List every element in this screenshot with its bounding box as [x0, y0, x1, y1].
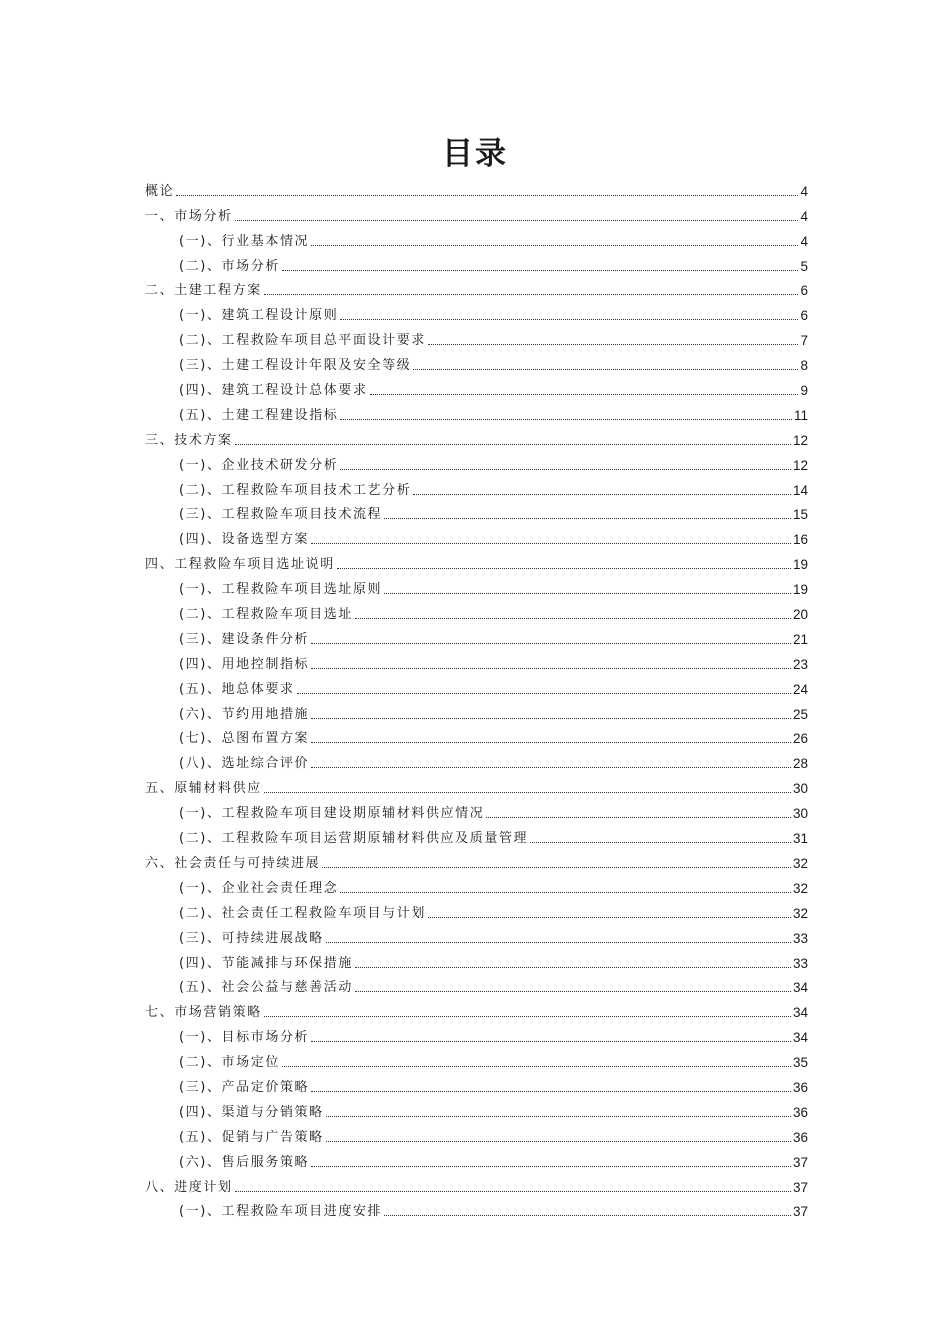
toc-entry-label: (七)、总图布置方案 [179, 731, 310, 747]
toc-entry-page-number: 4 [800, 208, 808, 224]
toc-entry[interactable] [145, 225, 808, 250]
toc-entry[interactable] [145, 897, 808, 922]
toc-entry-page-number: 25 [792, 706, 808, 722]
toc-entry[interactable] [145, 772, 808, 797]
toc-entry-label: (二)、工程救险车项目技术工艺分析 [179, 482, 412, 498]
toc-entry-label: (四)、建筑工程设计总体要求 [179, 383, 368, 399]
toc-entry[interactable] [145, 449, 808, 474]
toc-leader-dots [282, 1065, 791, 1067]
toc-leader-dots [530, 841, 791, 843]
toc-entry-label: (四)、渠道与分销策略 [179, 1104, 324, 1120]
toc-entry-page-number: 4 [800, 183, 808, 199]
toc-entry-label: 八、进度计划 [145, 1179, 233, 1195]
toc-leader-dots [326, 1140, 791, 1142]
toc-entry[interactable] [145, 972, 808, 997]
toc-leader-dots [340, 418, 792, 420]
toc-leader-dots [337, 567, 791, 569]
toc-entry[interactable] [145, 349, 808, 374]
toc-entry-page-number: 26 [792, 731, 808, 747]
toc-entry-label: 一、市场分析 [145, 208, 233, 224]
toc-entry-label: (一)、工程救险车项目建设期原辅材料供应情况 [179, 806, 485, 822]
toc-entry-page-number: 14 [792, 482, 808, 498]
toc-entry-label: (四)、节能减排与环保措施 [179, 955, 353, 971]
toc-leader-dots [311, 1165, 791, 1167]
toc-entry[interactable] [145, 523, 808, 548]
toc-entry-label: (一)、企业技术研发分析 [179, 457, 339, 473]
toc-entry-page-number: 30 [792, 806, 808, 822]
toc-leader-dots [326, 1115, 791, 1117]
toc-entry[interactable] [145, 747, 808, 772]
toc-entry-label: 三、技术方案 [145, 432, 233, 448]
toc-entry-label: (一)、工程救险车项目进度安排 [179, 1204, 383, 1220]
toc-leader-dots [311, 1040, 791, 1042]
toc-entry-label: (五)、社会公益与慈善活动 [179, 980, 353, 996]
toc-entry[interactable] [145, 648, 808, 673]
toc-entry-page-number: 33 [792, 930, 808, 946]
toc-entry[interactable] [145, 399, 808, 424]
toc-leader-dots [486, 816, 791, 818]
toc-entry-label: (二)、工程救险车项目选址 [179, 607, 353, 623]
toc-entry-page-number: 28 [792, 756, 808, 772]
toc-entry[interactable] [145, 623, 808, 648]
toc-leader-dots [311, 642, 791, 644]
toc-entry[interactable] [145, 947, 808, 972]
toc-entry[interactable] [145, 299, 808, 324]
toc-entry-label: (六)、售后服务策略 [179, 1154, 310, 1170]
toc-entry-page-number: 12 [792, 457, 808, 473]
toc-entry-label: (二)、社会责任工程救险车项目与计划 [179, 905, 426, 921]
toc-entry-label: (五)、地总体要求 [179, 681, 295, 697]
toc-leader-dots [311, 766, 791, 768]
toc-entry-label: (二)、工程救险车项目运营期原辅材料供应及质量管理 [179, 831, 529, 847]
toc-entry[interactable] [145, 1146, 808, 1171]
toc-leader-dots [311, 244, 798, 246]
toc-entry[interactable] [145, 698, 808, 723]
toc-leader-dots [235, 1190, 791, 1192]
toc-entry[interactable] [145, 1021, 808, 1046]
toc-leader-dots [264, 293, 799, 295]
toc-entry-page-number: 34 [792, 1030, 808, 1046]
toc-entry-page-number: 9 [800, 383, 808, 399]
toc-entry-label: (二)、市场定位 [179, 1055, 280, 1071]
toc-entry[interactable] [145, 499, 808, 524]
toc-entry[interactable] [145, 250, 808, 275]
toc-entry-label: (一)、行业基本情况 [179, 233, 310, 249]
toc-entry-label: (三)、工程救险车项目技术流程 [179, 507, 383, 523]
toc-entry-page-number: 35 [792, 1055, 808, 1071]
toc-leader-dots [235, 443, 791, 445]
toc-entry-label: 概论 [145, 183, 175, 199]
table-of-contents [145, 175, 808, 1220]
toc-entry-page-number: 33 [792, 955, 808, 971]
toc-entry[interactable] [145, 1196, 808, 1221]
toc-leader-dots [322, 866, 791, 868]
toc-entry-label: 二、土建工程方案 [145, 283, 262, 299]
toc-entry-page-number: 37 [792, 1154, 808, 1170]
toc-entry-page-number: 24 [792, 681, 808, 697]
toc-entry[interactable] [145, 324, 808, 349]
toc-leader-dots [340, 468, 791, 470]
toc-entry[interactable] [145, 797, 808, 822]
toc-entry-page-number: 15 [792, 507, 808, 523]
toc-entry[interactable] [145, 424, 808, 449]
toc-entry-label: (八)、选址综合评价 [179, 756, 310, 772]
toc-entry[interactable] [145, 548, 808, 573]
toc-entry-label: (三)、产品定价策略 [179, 1079, 310, 1095]
toc-entry-label: (一)、建筑工程设计原则 [179, 308, 339, 324]
toc-leader-dots [384, 517, 791, 519]
toc-entry-page-number: 7 [800, 333, 808, 349]
toc-entry-label: (三)、建设条件分析 [179, 631, 310, 647]
toc-entry-page-number: 12 [792, 432, 808, 448]
toc-entry-page-number: 31 [792, 831, 808, 847]
toc-entry-label: (二)、工程救险车项目总平面设计要求 [179, 333, 426, 349]
toc-entry-page-number: 5 [800, 258, 808, 274]
toc-entry[interactable] [145, 573, 808, 598]
toc-entry-page-number: 32 [792, 905, 808, 921]
toc-entry[interactable] [145, 996, 808, 1021]
toc-leader-dots [355, 617, 791, 619]
toc-entry-label: 六、社会责任与可持续进展 [145, 855, 321, 871]
toc-entry[interactable] [145, 822, 808, 847]
toc-entry-page-number: 32 [792, 855, 808, 871]
toc-leader-dots [311, 1090, 791, 1092]
toc-leader-dots [428, 916, 791, 918]
toc-leader-dots [355, 990, 791, 992]
toc-leader-dots [311, 717, 791, 719]
toc-entry-page-number: 19 [792, 582, 808, 598]
page-title: 目录 [442, 136, 508, 172]
toc-entry-page-number: 4 [800, 233, 808, 249]
toc-leader-dots [428, 343, 799, 345]
toc-entry-label: (二)、市场分析 [179, 258, 280, 274]
toc-entry-label: (一)、目标市场分析 [179, 1030, 310, 1046]
toc-leader-dots [235, 219, 799, 221]
toc-leader-dots [384, 592, 791, 594]
toc-entry-label: (四)、设备选型方案 [179, 532, 310, 548]
toc-entry[interactable] [145, 374, 808, 399]
toc-entry-label: 五、原辅材料供应 [145, 781, 262, 797]
toc-leader-dots [176, 194, 798, 196]
toc-leader-dots [355, 966, 791, 968]
toc-entry[interactable] [145, 922, 808, 947]
toc-entry[interactable] [145, 1046, 808, 1071]
toc-entry-page-number: 34 [792, 980, 808, 996]
toc-leader-dots [384, 1214, 791, 1216]
toc-leader-dots [340, 891, 791, 893]
toc-entry[interactable] [145, 1171, 808, 1196]
toc-entry[interactable] [145, 847, 808, 872]
toc-entry-label: (一)、工程救险车项目选址原则 [179, 582, 383, 598]
toc-entry-page-number: 11 [793, 407, 808, 423]
toc-entry[interactable] [145, 474, 808, 499]
toc-entry-page-number: 6 [800, 283, 808, 299]
toc-leader-dots [413, 493, 791, 495]
toc-entry-page-number: 36 [792, 1079, 808, 1095]
toc-entry-label: (五)、土建工程建设指标 [179, 407, 339, 423]
toc-leader-dots [311, 741, 791, 743]
toc-entry[interactable] [145, 1121, 808, 1146]
toc-entry[interactable] [145, 175, 808, 200]
toc-entry-label: (三)、可持续进展战略 [179, 930, 324, 946]
toc-leader-dots [264, 791, 791, 793]
toc-leader-dots [311, 542, 791, 544]
toc-entry-page-number: 23 [792, 656, 808, 672]
toc-entry-page-number: 19 [792, 557, 808, 573]
toc-leader-dots [370, 393, 799, 395]
toc-leader-dots [413, 368, 798, 370]
toc-entry-label: (五)、促销与广告策略 [179, 1129, 324, 1145]
toc-entry-page-number: 30 [792, 781, 808, 797]
toc-entry[interactable] [145, 598, 808, 623]
toc-entry-page-number: 16 [792, 532, 808, 548]
toc-entry-label: (一)、企业社会责任理念 [179, 880, 339, 896]
toc-leader-dots [326, 941, 791, 943]
toc-entry-page-number: 37 [792, 1204, 808, 1220]
toc-leader-dots [297, 692, 791, 694]
toc-entry[interactable] [145, 1096, 808, 1121]
toc-entry-page-number: 20 [792, 607, 808, 623]
toc-entry-page-number: 6 [800, 308, 808, 324]
toc-entry-page-number: 36 [792, 1104, 808, 1120]
toc-entry-label: 四、工程救险车项目选址说明 [145, 557, 335, 573]
toc-entry-page-number: 37 [792, 1179, 808, 1195]
toc-entry[interactable] [145, 673, 808, 698]
toc-entry-page-number: 21 [792, 631, 808, 647]
toc-entry[interactable] [145, 275, 808, 300]
toc-leader-dots [264, 1015, 791, 1017]
toc-entry[interactable] [145, 200, 808, 225]
toc-entry-label: (三)、土建工程设计年限及安全等级 [179, 358, 412, 374]
toc-entry-page-number: 34 [792, 1005, 808, 1021]
toc-entry-label: 七、市场营销策略 [145, 1005, 262, 1021]
toc-leader-dots [311, 667, 791, 669]
toc-entry-page-number: 8 [800, 358, 808, 374]
toc-entry[interactable] [145, 872, 808, 897]
toc-leader-dots [340, 318, 798, 320]
toc-leader-dots [282, 269, 799, 271]
toc-entry[interactable] [145, 1071, 808, 1096]
toc-entry-page-number: 32 [792, 880, 808, 896]
toc-entry-page-number: 36 [792, 1129, 808, 1145]
toc-entry[interactable] [145, 723, 808, 748]
toc-entry-label: (四)、用地控制指标 [179, 656, 310, 672]
toc-entry-label: (六)、节约用地措施 [179, 706, 310, 722]
